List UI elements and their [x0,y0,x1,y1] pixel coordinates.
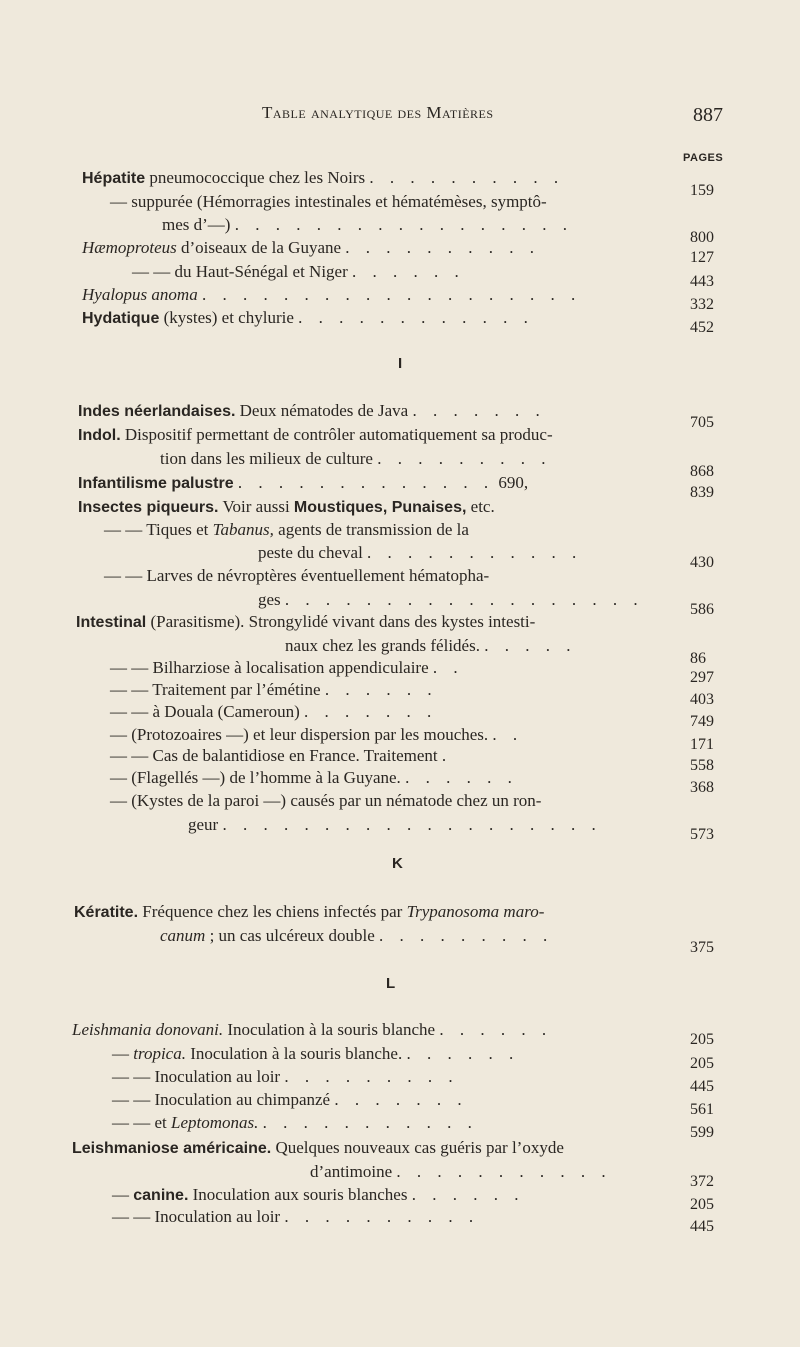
entry-text: Deux nématodes de Java [235,401,413,420]
index-entry-line [112,1090,468,1110]
entry-page-number: 749 [690,713,714,730]
dot-leader: . . . . . . . . . . . . . . . . . . . [201,285,582,304]
entry-page-number: 332 [690,296,714,313]
dot-leader: . . [432,658,464,677]
index-entry-line [74,902,544,923]
entry-text: mes d’—) [162,215,235,234]
entry-text: Fréquence chez les chiens infectés par [138,902,407,921]
headword: Hépatite [82,170,146,187]
entry-page-number: 171 [690,736,714,753]
entry-page-number: 127 [690,249,714,266]
index-entry-line [110,680,438,700]
dot-leader: . . . . . . . . . . [345,238,541,257]
entry-text: — — à Douala (Cameroun) [110,702,305,721]
entry-text: Inoculation aux souris blanches [188,1185,412,1204]
entry-page-number: 403 [690,691,714,708]
index-entry-line [76,612,535,633]
index-entry-line [104,520,469,540]
index-entry-line [160,926,553,946]
entry-text: Inoculation à la souris blanche [223,1020,440,1039]
index-entry-line [82,285,581,305]
italic-term: tropica. [133,1044,186,1063]
entry-text: — — Traitement par l’émétine [110,680,325,699]
entry-text: Quelques nouveaux cas guéris par l’oxyde [271,1138,564,1157]
index-entry-line [110,791,541,811]
dot-leader: . [441,746,453,765]
headword: Leishmaniose américaine. [72,1140,272,1157]
entry-text: (Parasitisme). Strongylidé vivant dans des kystes intesti- [146,612,536,631]
index-entry-line [112,1067,459,1087]
dot-leader: . . . . . . [411,1185,525,1204]
headword: Indol. [78,427,121,444]
entry-text: agents de transmission de la [273,520,469,539]
italic-term: Leishmania donovani. [72,1020,224,1039]
dot-leader: . . . . . . . [412,401,546,420]
entry-page-number: 375 [690,939,714,956]
dot-leader: . . . . . . . . . . . [262,1113,478,1132]
entry-page-number: 372 [690,1173,714,1190]
index-entry-line [110,725,523,745]
dot-leader: . . . . . [484,636,577,655]
index-entry-line [72,1020,552,1040]
dot-leader: . . . . . . . [334,1090,468,1109]
index-entry-line [82,308,534,329]
index-entry-line [285,636,576,656]
headword: Kératite. [74,904,139,921]
headword: Hydatique [82,310,160,327]
entry-text: — [112,1044,134,1063]
index-entry-line [162,215,573,235]
entry-page-number: 205 [690,1031,714,1048]
entry-text: Inoculation à la souris blanche. [185,1044,407,1063]
index-entry-line [78,473,528,494]
entry-text: — — Cas de balantidiose en France. Traitement [110,746,442,765]
entry-text: ; un cas ulcéreux double [205,926,380,945]
index-entry-line [78,497,495,518]
dot-leader: . . [492,725,524,744]
dot-leader: . . . . . . . . . [284,1067,459,1086]
entry-text: (kystes) et chylurie [159,308,299,327]
index-entry-line [112,1113,478,1133]
index-entry-line [104,566,489,586]
entry-page-number: 205 [690,1196,714,1213]
entry-text: ges [258,590,285,609]
entry-text: — suppurée (Hémorragies intestinales et hématémèses, symptô- [110,192,547,211]
entry-text: pneumococcique chez les Noirs [145,168,370,187]
entry-page-number: 561 [690,1101,714,1118]
headword: Indes néerlandaises. [78,403,236,420]
entry-page-number: 368 [690,779,714,796]
italic-term: Leptomonas. [171,1113,259,1132]
entry-text: — — Larves de névroptères éventuellement hématopha- [104,566,490,585]
index-entry-line [188,815,602,835]
entry-page-number: 297 [690,669,714,686]
index-entry-line [82,238,540,258]
index-entry-line [110,768,518,788]
headword: canine. [133,1187,189,1204]
dot-leader: . . . . . . [352,262,465,281]
index-entry-line [72,1138,564,1159]
entry-page-number: 430 [690,554,714,571]
index-entry-line [258,543,582,563]
entry-text: — — Tiques et [104,520,213,539]
dot-leader: . . . . . . . . . . . . . . . . . [234,215,573,234]
dot-leader: . . . . . . . . . . [284,1207,480,1226]
entry-text: peste du cheval [258,543,368,562]
entry-page-number: 839 [690,484,714,501]
index-entry-line [82,168,564,189]
entry-page-number: 86 [690,650,706,667]
entry-page-number: 445 [690,1218,714,1235]
italic-term: Tabanus, [212,520,274,539]
headword: Insectes piqueurs. [78,499,219,516]
dot-leader: . . . . . . . . . [379,926,554,945]
entry-text: geur [188,815,223,834]
entry-text: — (Kystes de la paroi —) causés par un nématode chez un ron- [110,791,542,810]
entry-page-number: 445 [690,1078,714,1095]
entry-text: tion dans les milieux de culture [160,449,378,468]
dot-leader: . . . . . . . . . . . . . . . . . . [284,590,644,609]
entry-text: — (Protozoaires —) et leur dispersion par les mouches. [110,725,493,744]
dot-leader: . . . . . . . . . . . [396,1162,612,1181]
entry-text: 690, [494,473,529,492]
italic-term: canum [160,926,206,945]
index-entry-line [160,449,551,469]
dot-leader: . . . . . . . . . . [369,168,565,187]
italic-term: Trypanosoma maro- [406,902,545,921]
section-letter-k: K [392,855,403,872]
headword: Infantilisme palustre [78,475,234,492]
entry-text: — — Bilharziose à localisation appendiculaire [110,658,433,677]
entry-text: Dispositif permettant de contrôler automatiquement sa produc- [120,425,553,444]
dot-leader: . . . . . . . . . . . . . . . . . . . [222,815,602,834]
italic-term: Hæmoproteus [82,238,177,257]
entry-text: — — du Haut-Sénégal et Niger [132,262,352,281]
index-entry-line [112,1207,479,1227]
pages-column-label: PAGES [683,152,724,164]
dot-leader: . . . . . . [405,768,518,787]
entry-text: etc. [466,497,495,516]
dot-leader: . . . . . . . . . . . . [298,308,534,327]
entry-text: — — et [112,1113,172,1132]
index-entry-line [110,658,464,678]
entry-page-number: 443 [690,273,714,290]
dot-leader: . . . . . . . . . [377,449,552,468]
entry-text: — — Inoculation au chimpanzé [112,1090,335,1109]
entry-page-number: 159 [690,182,714,199]
index-entry-line [112,1185,524,1206]
entry-text: — — Inoculation au loir [112,1207,285,1226]
entry-text: Voir aussi [218,497,294,516]
entry-page-number: 800 [690,229,714,246]
dot-leader: . . . . . . . [304,702,438,721]
entry-page-number: 558 [690,757,714,774]
dot-leader: . . . . . . . . . . . . . [237,473,495,492]
dot-leader: . . . . . . . . . . . [367,543,583,562]
entry-page-number: 868 [690,463,714,480]
entry-text: — [112,1185,134,1204]
index-entry-line [258,590,644,610]
entry-page-number: 452 [690,319,714,336]
section-letter-l: L [386,975,396,992]
entry-text: d’oiseaux de la Guyane [176,238,346,257]
entry-text: — (Flagellés —) de l’homme à la Guyane. [110,768,406,787]
entry-page-number: 599 [690,1124,714,1141]
italic-term: Hyalopus anoma [82,285,198,304]
index-entry-line [110,702,437,722]
index-entry-line [78,401,546,422]
entry-text: — — Inoculation au loir [112,1067,285,1086]
dot-leader: . . . . . . [324,680,438,699]
running-title: Table analytique des Matières [262,103,494,122]
index-entry-line [132,262,465,282]
index-entry-line [110,746,452,766]
entry-page-number: 205 [690,1055,714,1072]
index-entry-line [78,425,553,446]
index-entry-line [310,1162,612,1182]
headword: Moustiques, Punaises, [293,499,467,516]
dot-leader: . . . . . . [406,1044,520,1063]
entry-page-number: 573 [690,826,714,843]
index-entry-line [112,1044,519,1064]
index-entry-line [110,192,547,212]
entry-page-number: 705 [690,414,714,431]
dot-leader: . . . . . . [439,1020,553,1039]
section-letter-i: I [398,355,403,372]
entry-text: d’antimoine [310,1162,397,1181]
entry-page-number: 586 [690,601,714,618]
page-number: 887 [693,104,723,126]
headword: Intestinal [76,614,147,631]
entry-text: naux chez les grands félidés. [285,636,485,655]
